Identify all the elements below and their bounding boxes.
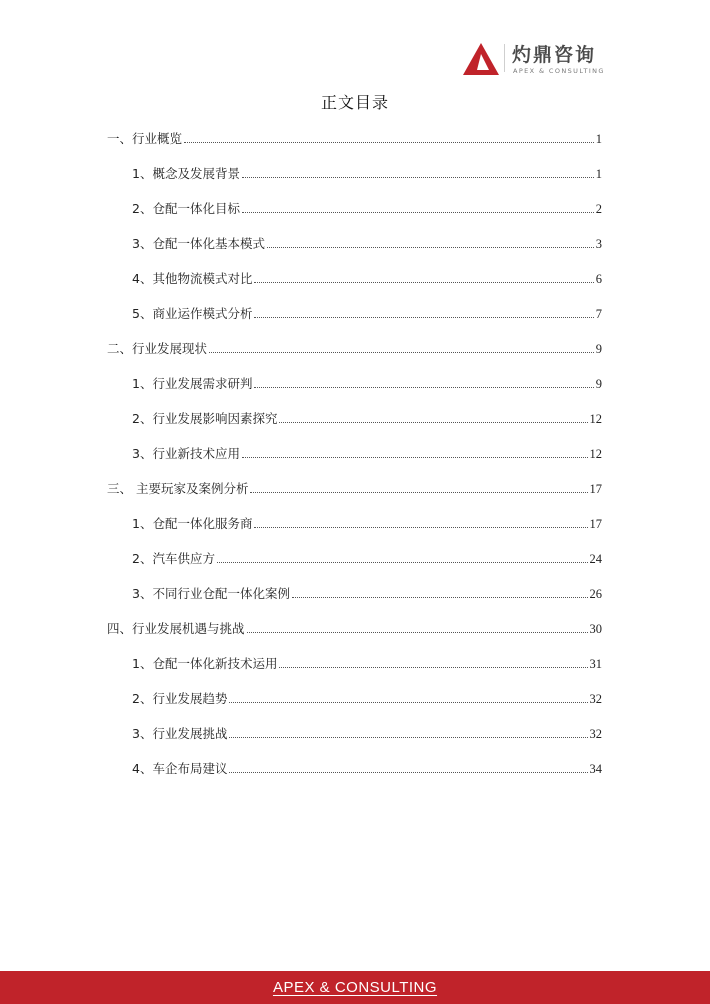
brand-name-cn: 灼鼎咨询 <box>512 44 597 66</box>
toc-entry-label: 3、行业新技术应用 <box>132 446 240 461</box>
toc-entry-label: 三、 主要玩家及案例分析 <box>107 481 249 496</box>
toc-entry-label: 1、行业发展需求研判 <box>132 376 253 391</box>
toc-entry-label: 3、仓配一体化基本模式 <box>132 236 265 251</box>
page-title: 正文目录 <box>320 93 389 112</box>
dot-leader <box>254 386 593 388</box>
toc-entry-page: 34 <box>589 762 602 776</box>
toc-entry-page: 9 <box>595 377 602 391</box>
toc-entry-label: 2、汽车供应方 <box>132 551 215 566</box>
toc-entry-section[interactable] <box>132 407 602 427</box>
toc-entry-section[interactable] <box>132 547 602 567</box>
toc-entry-section[interactable] <box>132 267 602 287</box>
toc-entry-page: 1 <box>595 167 602 181</box>
toc-entry-section[interactable] <box>132 442 602 462</box>
toc-entry-section[interactable] <box>132 232 602 252</box>
toc-entry-label: 2、仓配一体化目标 <box>132 201 240 216</box>
dot-leader <box>254 281 593 283</box>
toc-entry-page: 12 <box>589 412 602 426</box>
toc-entry-page: 30 <box>589 622 602 636</box>
toc-entry-chapter[interactable] <box>107 617 602 637</box>
dot-leader <box>279 421 587 423</box>
dot-leader <box>229 771 587 773</box>
toc-entry-chapter[interactable] <box>107 127 602 147</box>
toc-entry-page: 24 <box>589 552 602 566</box>
toc-entry-label: 5、商业运作模式分析 <box>132 306 253 321</box>
dot-leader <box>254 316 593 318</box>
dot-leader <box>242 456 588 458</box>
toc-entry-page: 12 <box>589 447 602 461</box>
toc-entry-page: 31 <box>589 657 602 671</box>
toc-entry-page: 2 <box>595 202 602 216</box>
toc-entry-page: 9 <box>595 342 602 356</box>
dot-leader <box>267 246 594 248</box>
dot-leader <box>254 526 587 528</box>
toc-entry-label: 4、车企布局建议 <box>132 761 228 776</box>
toc-entry-label: 2、行业发展影响因素探究 <box>132 411 278 426</box>
toc-entry-label: 2、行业发展趋势 <box>132 691 228 706</box>
toc-entry-page: 1 <box>595 132 602 146</box>
toc-entry-section[interactable] <box>132 162 602 182</box>
toc-entry-section[interactable] <box>132 372 602 392</box>
toc-entry-label: 1、仓配一体化服务商 <box>132 516 253 531</box>
footer-brand-link[interactable]: APEX & CONSULTING <box>272 979 438 996</box>
triangle-logo-icon <box>462 42 500 76</box>
toc-entry-label: 一、行业概览 <box>107 131 183 146</box>
dot-leader <box>229 736 587 738</box>
toc-entry-section[interactable] <box>132 197 602 217</box>
brand-logo <box>462 40 612 80</box>
toc-entry-chapter[interactable] <box>107 477 602 497</box>
toc-entry-page: 3 <box>595 237 602 251</box>
brand-name-en: APEX & CONSULTING <box>513 67 605 75</box>
toc-entry-section[interactable] <box>132 757 602 777</box>
footer-bar <box>0 971 710 1004</box>
dot-leader <box>217 561 588 563</box>
toc-entry-section[interactable] <box>132 687 602 707</box>
toc-entry-page: 26 <box>589 587 602 601</box>
toc-entry-page: 7 <box>595 307 602 321</box>
dot-leader <box>247 631 588 633</box>
dot-leader <box>242 176 594 178</box>
toc-entry-label: 四、行业发展机遇与挑战 <box>107 621 245 636</box>
toc-entry-label: 二、行业发展现状 <box>107 341 208 356</box>
toc-entry-page: 32 <box>589 692 602 706</box>
dot-leader <box>184 141 594 143</box>
toc-entry-label: 1、仓配一体化新技术运用 <box>132 656 278 671</box>
logo-divider <box>504 44 505 72</box>
dot-leader <box>242 211 594 213</box>
toc-entry-section[interactable] <box>132 722 602 742</box>
toc-entry-chapter[interactable] <box>107 337 602 357</box>
toc-entry-label: 1、概念及发展背景 <box>132 166 240 181</box>
toc-entry-label: 3、不同行业仓配一体化案例 <box>132 586 290 601</box>
toc-entry-label: 3、行业发展挑战 <box>132 726 228 741</box>
toc-entry-page: 17 <box>589 482 602 496</box>
toc-entry-page: 17 <box>589 517 602 531</box>
dot-leader <box>279 666 587 668</box>
dot-leader <box>229 701 587 703</box>
toc-entry-page: 6 <box>595 272 602 286</box>
toc-entry-section[interactable] <box>132 302 602 322</box>
dot-leader <box>250 491 587 493</box>
dot-leader <box>292 596 588 598</box>
toc-entry-section[interactable] <box>132 512 602 532</box>
toc-entry-section[interactable] <box>132 652 602 672</box>
toc-entry-label: 4、其他物流模式对比 <box>132 271 253 286</box>
toc-entry-section[interactable] <box>132 582 602 602</box>
toc-entry-page: 32 <box>589 727 602 741</box>
dot-leader <box>209 351 594 353</box>
